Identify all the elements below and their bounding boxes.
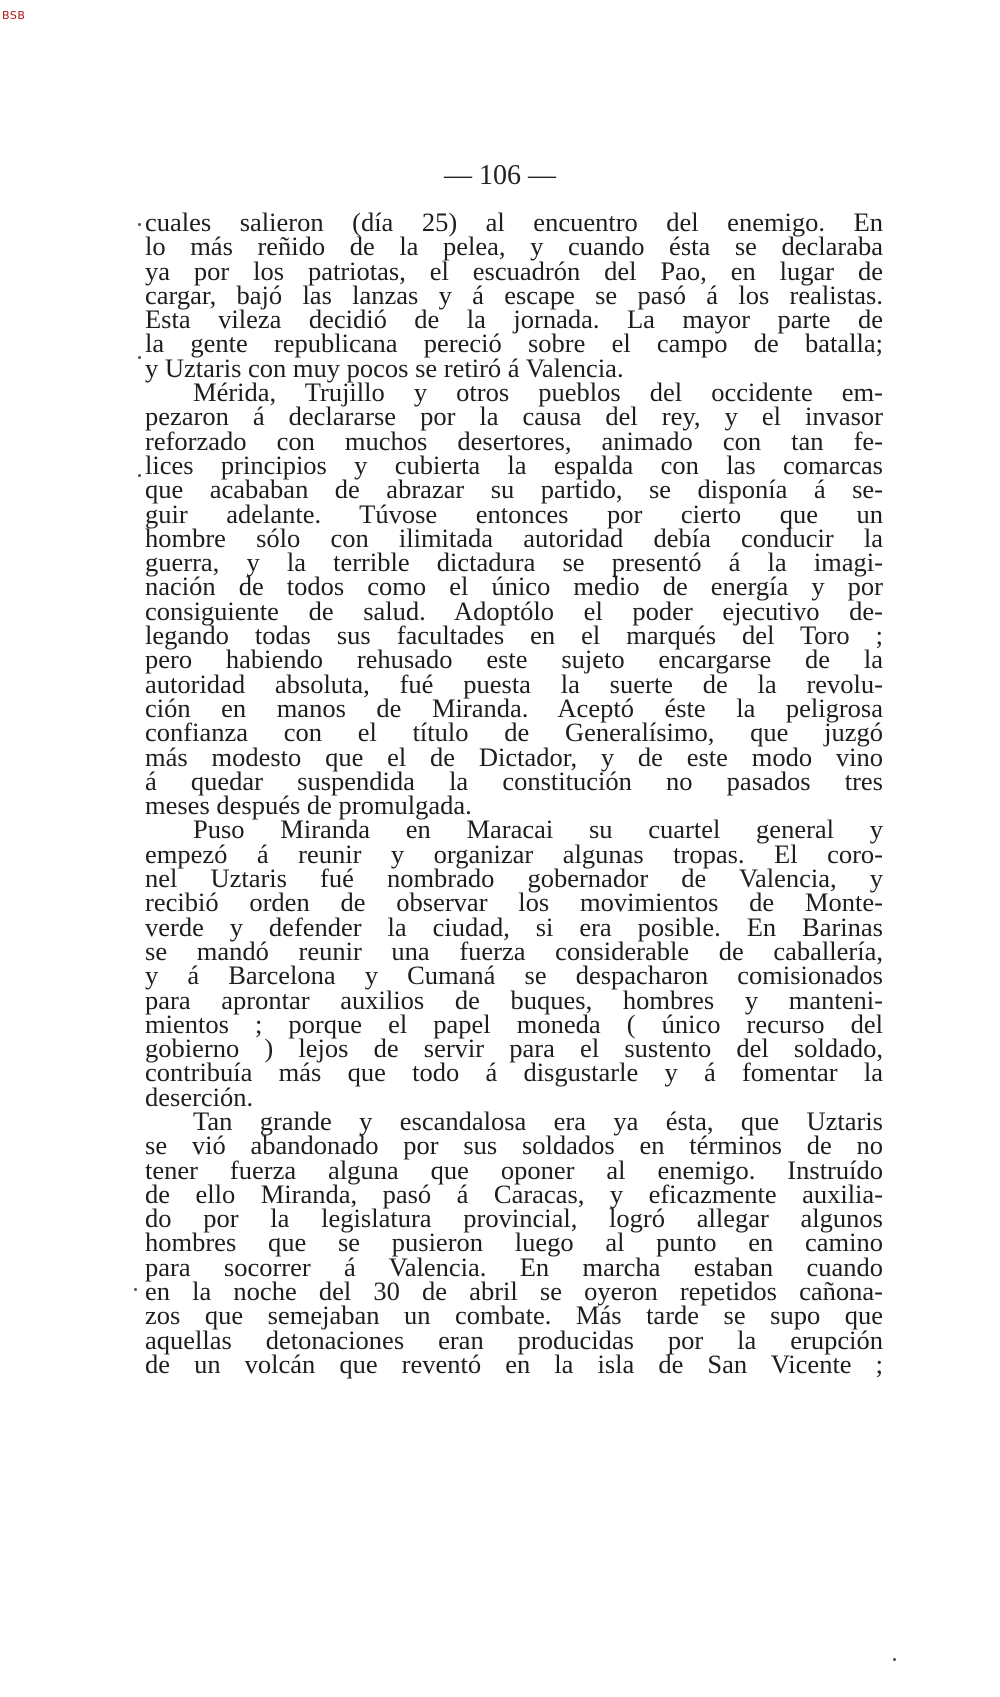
text-line: deserción. [145, 1081, 254, 1112]
text-line: más modesto que el de Dictador, y de este modo vino [145, 741, 883, 772]
text-line: que acababan de abrazar su partido, se disponía á se- [145, 474, 883, 505]
text-line: confianza con el título de Generalísimo, que juzgó [145, 717, 883, 748]
print-speck [138, 474, 141, 477]
text-line: tener fuerza alguna que oponer al enemigo. Instruído [145, 1154, 883, 1185]
text-line: Puso Miranda en Maracai su cuartel general y [193, 814, 883, 845]
text-line: se mandó reunir una fuerza considerable de caballería, [145, 935, 883, 966]
text-line: hombre sólo con ilimitada autoridad debía conducir la [145, 522, 883, 553]
text-line: empezó á reunir y organizar algunas tropas. El coro- [145, 838, 883, 869]
text-line: legando todas sus facultades en el marqués del Toro ; [145, 620, 883, 651]
text-line: gobierno ) lejos de servir para el sustento del soldado, [145, 1033, 883, 1064]
text-line: nel Uztaris fué nombrado gobernador de Valencia, y [145, 863, 883, 894]
text-line: guir adelante. Túvose entonces por cierto que un [145, 498, 883, 529]
text-line: Tan grande y escandalosa era ya ésta, que Uztaris [193, 1105, 883, 1136]
text-line: cargar, bajó las lanzas y á escape se pasó á los realistas. [145, 279, 883, 310]
text-line: autoridad absoluta, fué puesta la suerte de la revolu- [145, 668, 883, 699]
text-line: en la noche del 30 de abril se oyeron repetidos cañona- [145, 1276, 883, 1307]
text-line: pezaron á declararse por la causa del rey, y el invasor [145, 401, 883, 432]
text-line: pero habiendo rehusado este sujeto encargarse de la [145, 644, 883, 675]
text-line: lices principios y cubierta la espalda con las comarcas [145, 449, 883, 480]
text-line: Esta vileza decidió de la jornada. La mayor parte de [145, 304, 883, 335]
text-line: nación de todos como el único medio de energía y por [145, 571, 883, 602]
print-speck [138, 356, 141, 359]
text-line: para aprontar auxilios de buques, hombres y manteni- [145, 984, 883, 1015]
page-number: — 106 — [444, 160, 556, 191]
text-line: hombres que se pusieron luego al punto en camino [145, 1227, 883, 1258]
text-line: do por la legislatura provincial, logró allegar algunos [145, 1203, 883, 1234]
text-line: para socorrer á Valencia. En marcha estaban cuando [145, 1251, 883, 1282]
text-line: á quedar suspendida la constitución no pasados tres [145, 765, 883, 796]
text-line: y Uztaris con muy pocos se retiró á Valencia. [145, 352, 624, 383]
text-line: consiguiente de salud. Adoptólo el poder ejecutivo de- [145, 595, 883, 626]
text-line: y á Barcelona y Cumaná se despacharon comisionados [145, 960, 883, 991]
print-speck [893, 1658, 896, 1661]
text-line: cuales salieron (día 25) al encuentro del enemigo. En [145, 207, 883, 237]
text-line: Mérida, Trujillo y otros pueblos del occidente em- [193, 377, 883, 408]
text-line: se vió abandonado por sus soldados en términos de no [145, 1130, 883, 1161]
body-text [145, 207, 883, 1379]
text-line: verde y defender la ciudad, si era posible. En Barinas [145, 911, 883, 942]
text-line: mientos ; porque el papel moneda ( único recurso del [145, 1008, 883, 1039]
text-line: zos que semejaban un combate. Más tarde se supo que [145, 1300, 883, 1331]
print-speck [134, 1288, 137, 1291]
text-line: aquellas detonaciones eran producidas por la erupción [145, 1324, 883, 1355]
text-line: ción en manos de Miranda. Aceptó éste la peligrosa [145, 692, 883, 723]
text-line: meses después de promulgada. [145, 790, 472, 821]
text-line: guerra, y la terrible dictadura se presentó á la imagi- [145, 547, 883, 578]
text-line: ya por los patriotas, el escuadrón del Pao, en lugar de [145, 255, 883, 286]
print-speck [138, 223, 141, 226]
text-line: la gente republicana pereció sobre el campo de batalla; [145, 328, 883, 359]
text-line: lo más reñido de la pelea, y cuando ésta se declaraba [145, 231, 883, 262]
text-line: recibió orden de observar los movimientos de Monte- [145, 887, 883, 918]
text-line: contribuía más que todo á disgustarle y á fomentar la [145, 1057, 883, 1088]
text-line: de un volcán que reventó en la isla de San Vicente ; [145, 1348, 883, 1379]
text-line: de ello Miranda, pasó á Caracas, y eficazmente auxilia- [145, 1178, 883, 1209]
library-stamp: BSB [2, 9, 26, 22]
text-line: reforzado con muchos desertores, animado con tan fe- [145, 425, 883, 456]
